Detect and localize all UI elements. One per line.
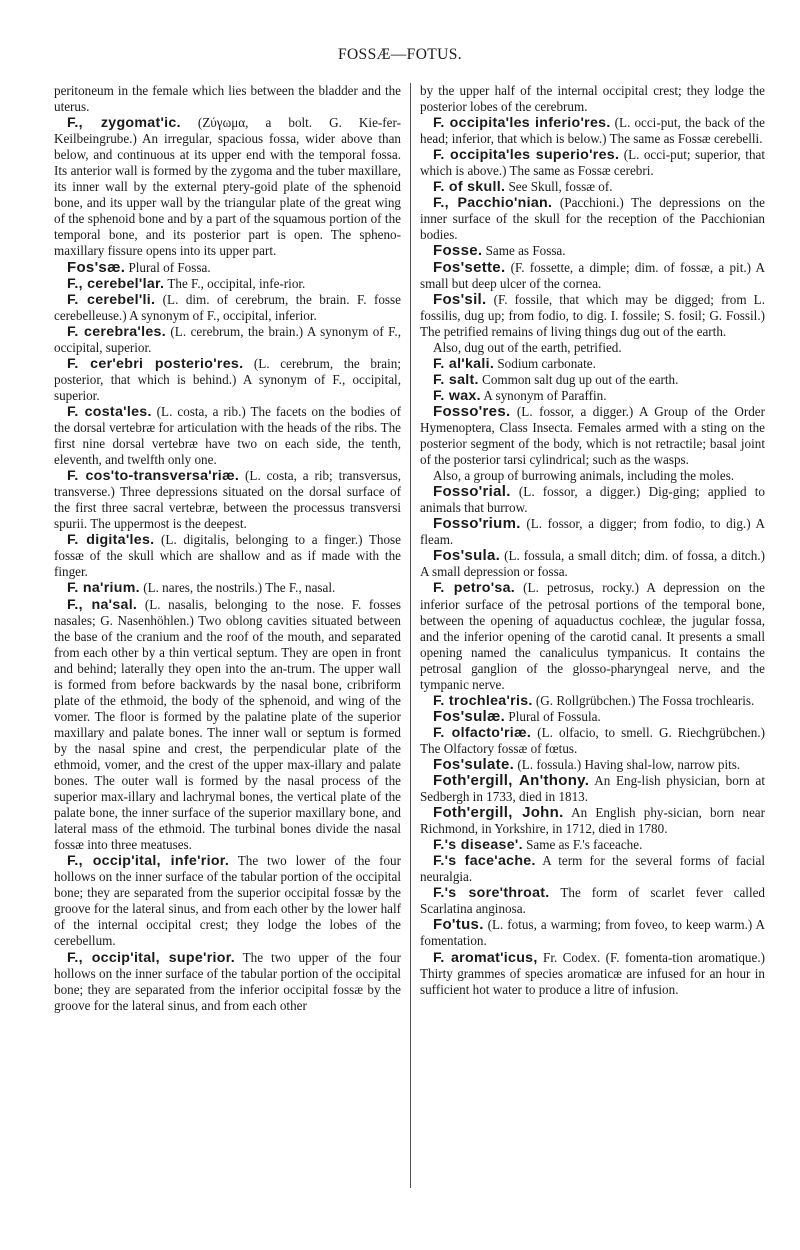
dictionary-entry [420,837,765,853]
entry-definition: (L. cerebrum, the brain; posterior, that which is behind.) A synonym of F., occipital, superior. [54,355,401,403]
entry-headword: F. digita'les. [67,532,155,549]
entry-definition: (L. fossor, a digger; from fodio, to dig.) A fleam. [420,516,765,548]
entry-definition: The two upper of the four hollows on the inner surface of the tabular portion of the occipital bone; they are separated from the inferior occipital fossæ by the groove for the lateral sinus, and from each other [54,949,401,1013]
dictionary-entry [54,356,401,404]
column-divider [410,83,411,1188]
entry-headword: Fos'sulæ. [433,707,506,725]
entry-headword: Fosso'res. [433,402,511,420]
entry-definition: (L. petrosus, rocky.) A depression on the inferior surface of the petrosal portions of the temporal bone, between the opening of aquaductus cochleæ, the jugular fossa, and the inferior opening of the carotid canal. It presents a small opening named the canaliculus tympanicus. It contains the petrosal ganglion of the glosso-pharyngeal nerve, and the tympanic nerve. [420,580,765,692]
entry-headword: F. salt. [433,371,479,388]
entry-headword: Fosso'rial. [433,483,511,501]
entry-definition: Sodium carbonate. [494,355,596,371]
entry-definition: Same as F.'s faceache. [522,837,643,853]
entry-definition: (F. fossile, that which may be digged; from L. fossilis, dug up; from fodio, to dig. I. fossile; S. fosil; G. Fossil.) The petrified remains of living things dug out of the earth. [420,291,765,339]
entry-definition: (L. costa, a rib; transversus, transverse.) Three depressions situated on the dorsal surface of the first three sacral vertebræ, between the processus transversi spurii. The uppermost is the deepest. [54,468,401,532]
entry-definition: The two lower of the four hollows on the inner surface of the tabular portion of the occipital bone; they are separated from the superior occipital fossæ by the groove for the lateral sinus, and from each other by the lower half of the internal occipital crest; they lodge the lobes of the cerebellum. [54,853,401,949]
entry-headword: Fo'tus. [433,916,484,934]
dictionary-entry [54,532,401,580]
dictionary-entry [54,292,401,324]
entry-definition: (Ζύγωμα, a bolt. G. Kie-fer-Keilbeingrube.) An irregular, spacious fossa, wider above than below, and continuous at its upper end with the temporal fossa. Its anterior wall is formed by the zygoma and the tuber maxillare, its inner wall by the external ptery-goid plate of the sphenoid bone, and its upper wall by the triangular plate of the great wing of the sphenoid bone and by a part of the squamous portion of the temporal bone, and its posterior part is open. The spheno-maxillary fissure opens into its upper part. [54,115,401,259]
entry-headword: Fos'sil. [433,290,487,308]
entry-definition: (F. fossette, a dimple; dim. of fossæ, a pit.) A small but deep ulcer of the cornea. [420,259,765,291]
dictionary-entry [420,548,765,580]
entry-definition: A synonym of Paraffin. [480,387,607,403]
dictionary-entry [54,260,401,276]
dictionary-entry [420,484,765,516]
dictionary-entry [420,805,765,837]
dictionary-entry [420,580,765,692]
entry-headword: F., zygomat'ic. [67,115,181,132]
entry-definition: (L. costa, a rib.) The facets on the bodies of the dorsal vertebræ for articulation with the heads of the ribs. The first nine dorsal vertebræ have two on each side, the tenth, eleventh, and twelfth only one. [54,403,401,468]
entry-headword: Foth'ergill, An'thony. [433,772,590,790]
dictionary-entry [54,597,401,854]
entry-definition: The F., occipital, infe-rior. [164,275,306,291]
dictionary-entry [420,195,765,243]
dictionary-entry [420,388,765,404]
entry-definition: (L. fotus, a warming; from foveo, to keep warm.) A fomentation. [420,917,765,949]
dictionary-entry [420,725,765,757]
entry-definition: (L. olfacio, to smell. G. Riechgrübchen.) The Olfactory fossæ of fœtus. [420,724,766,756]
dictionary-entry [54,404,401,468]
dictionary-entry [420,83,765,115]
entry-headword: F. of skull. [433,179,506,196]
dictionary-entry [420,404,765,468]
entry-headword: F. trochlea'ris. [433,692,533,709]
dictionary-entry [54,468,401,532]
entry-definition: Common salt dug up out of the earth. [478,371,679,387]
entry-headword: F. occipita'les inferio'res. [433,115,611,132]
entry-definition: (L. fossor, a digger.) Dig-ging; applied to animals that burrow. [420,484,765,516]
entry-headword: Fos'sæ. [67,258,126,276]
entry-headword: F. cos'to-transversa'riæ. [67,468,240,485]
entry-headword: Fos'sulate. [433,755,515,773]
dictionary-entry [420,885,765,917]
entry-headword: Foth'ergill, John. [433,804,564,822]
entry-headword: F. cerebra'les. [67,323,166,340]
dictionary-entry [420,356,765,372]
entry-definition: (L. occi-put; superior, that which is above.) The same as Fossæ cerebri. [420,147,766,179]
dictionary-entry [420,372,765,388]
dictionary-entry [420,709,765,725]
entry-definition: (L. dim. of cerebrum, the brain. F. fosse cerebelleuse.) A synonym of F., occipital, inferior. [54,291,401,323]
entry-headword: F. costa'les. [67,403,152,420]
dictionary-entry [54,580,401,596]
entry-definition: by the upper half of the internal occipital crest; they lodge the posterior lobes of the cerebrum. [420,83,765,115]
entry-headword: F. na'rium. [67,580,140,597]
entry-headword: F.'s disease'. [433,837,523,854]
entry-definition: Plural of Fossa. [125,259,211,275]
entry-headword: F., na'sal. [67,596,138,613]
dictionary-entry [420,340,765,356]
entry-definition: peritoneum in the female which lies between the bladder and the uterus. [54,83,401,115]
dictionary-entry [420,773,765,805]
running-head: FOSSÆ—FOTUS. [337,46,463,63]
entry-definition: An English phy-sician, born near Richmond, in Yorkshire, in 1712, died in 1780. [420,805,765,837]
entry-headword: F., occip'ital, supe'rior. [67,949,236,966]
entry-headword: F. cerebel'li. [67,291,156,308]
entry-headword: F. al'kali. [433,355,495,372]
dictionary-entry [420,917,765,949]
entry-headword: F. occipita'les superio'res. [433,147,620,164]
dictionary-entry [420,243,765,259]
entry-definition: Fr. Codex. (F. fomenta-tion aromatique.) Thirty grammes of species aromaticæ are infused for an hour in sufficient hot water to produce a litre of infusion. [420,949,765,997]
right-column [420,83,765,998]
left-column [54,83,401,1014]
entry-headword: Fos'sette. [433,258,506,276]
dictionary-entry [54,115,401,259]
entry-definition: A term for the several forms of facial neuralgia. [420,853,765,885]
dictionary-entry [420,115,765,147]
entry-definition: (L. occi-put, the back of the head; inferior, that which is below.) The same as Fossæ cerebelli. [420,115,765,147]
dictionary-entry [420,468,765,484]
dictionary-entry [54,324,401,356]
entry-definition: Also, a group of burrowing animals, including the moles. [433,468,735,484]
dictionary-entry [420,516,765,548]
entry-headword: F. olfacto'riæ. [433,724,532,741]
dictionary-entry [54,853,401,949]
entry-definition: (L. cerebrum, the brain.) A synonym of F., occipital, superior. [54,323,401,355]
entry-headword: F. cer'ebri posterio'res. [67,355,244,372]
dictionary-entry [420,853,765,885]
entry-definition: (Pacchioni.) The depressions on the inner surface of the skull for the reception of the Pacchionian bodies. [420,195,766,243]
entry-headword: F., Pacchio'nian. [433,195,553,212]
entry-headword: F.'s face'ache. [433,853,536,870]
dictionary-entry [420,147,765,179]
dictionary-entry [54,83,401,115]
entry-headword: F., occip'ital, infe'rior. [67,853,230,870]
entry-definition: (L. nares, the nostrils.) The F., nasal. [139,580,336,596]
entry-definition: (L. nasalis, belonging to the nose. F. fosses nasales; G. Nasenhöhlen.) Two oblong cavities situated between the base of the cranium and the roof of the mouth, and separated from each other by a thin vertical septum. They are open in front and behind; laterally they open into the an-trum. The upper wall is formed from before backwards by the nasal bone, cribriform plate of the ethmoid, the body of the sphenoid, and wing of the vomer. The floor is formed by the palatine plate of the superior maxillary and palate bones. The inner wall or septum is formed by the nasal spine and crest, the perpendicular plate of the ethmoid, vomer, and the crest of the upper max-illary and palate bones. The outer wall is formed by the nasal process of the superior max-illary and lachrymal bones, the vertical plate of the palate bone, the inner surface of the superior maxillary bone, and lateral mass of the ethmoid. The turbinal bones divide the nasal fossæ into three meatuses. [54,596,402,853]
entry-definition: (L. digitalis, belonging to a finger.) Those fossæ of the skull which are shallow and as if made with the finger. [54,532,402,580]
entry-headword: Fosso'rium. [433,515,521,533]
entry-definition: An Eng-lish physician, born at Sedbergh in 1733, died in 1813. [420,773,765,805]
dictionary-entry [54,276,401,292]
dictionary-entry [420,950,765,998]
entry-headword: F. aromat'icus, [433,949,538,966]
dictionary-entry [420,292,765,340]
entry-definition: (G. Rollgrübchen.) The Fossa trochlearis. [532,692,755,708]
dictionary-entry [54,950,401,1014]
entry-definition: (L. fossula, a small ditch; dim. of fossa, a ditch.) A small depression or fossa. [420,548,765,580]
entry-definition: The form of scarlet fever called Scarlatina anginosa. [420,885,765,917]
entry-definition: Plural of Fossula. [505,708,601,724]
entry-definition: See Skull, fossæ of. [505,179,613,195]
entry-definition: Also, dug out of the earth, petrified. [433,339,622,355]
dictionary-entry [420,693,765,709]
dictionary-entry [420,260,765,292]
entry-headword: Fosse. [433,242,483,260]
entry-definition: (L. fossor, a digger.) A Group of the Order Hymenoptera, Class Insecta. Females armed with a sting on the posterior segment of the body, which is not retractile; basal joint of the posterior tarsi cylindrical; such as the wasps. [420,403,765,468]
entry-definition: (L. fossula.) Having shal-low, narrow pits. [514,756,741,772]
entry-headword: F. wax. [433,387,481,404]
entry-definition: Same as Fossa. [482,243,566,259]
dictionary-entry [420,757,765,773]
entry-headword: F., cerebel'lar. [67,275,165,292]
entry-headword: F. petro'sa. [433,580,516,597]
entry-headword: Fos'sula. [433,547,501,565]
entry-headword: F.'s sore'throat. [433,885,550,902]
dictionary-entry [420,179,765,195]
